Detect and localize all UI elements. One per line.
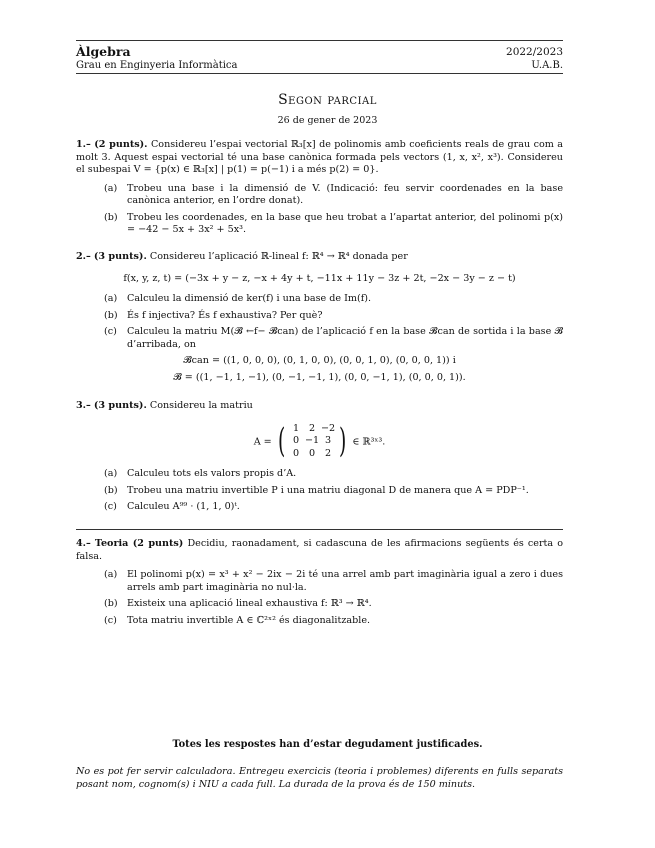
question-1-number: 1.– bbox=[76, 139, 91, 150]
question-2b bbox=[76, 310, 563, 323]
matrix-lhs: A = bbox=[253, 435, 272, 447]
question-4c bbox=[76, 615, 563, 628]
question-2c-label: (c) bbox=[104, 326, 117, 337]
question-2-statement bbox=[76, 251, 563, 264]
question-2-formula: f(x, y, z, t) = (−3x + y − z, −x + 4y + t, −11x + 11y − 3z + 2t, −2x − 3y − z − t) bbox=[123, 272, 516, 284]
question-2c-basis-b: 𝓑 = ((1, −1, 1, −1), (0, −1, −1, 1), (0, 0, −1, 1), (0, 0, 0, 1)). bbox=[173, 371, 466, 383]
course-title: Àlgebra bbox=[76, 44, 131, 59]
question-1-statement bbox=[76, 139, 563, 177]
question-2a-label: (a) bbox=[104, 293, 118, 304]
question-1a-text: Trobeu una base i la dimensió de V. (Indicació: feu servir coordenades en la base canònica anterior, en l’ordre donat). bbox=[127, 182, 563, 206]
question-4 bbox=[76, 538, 563, 627]
question-1b-text: Trobeu les coordenades, en la base que heu trobat a l’apartat anterior, del polinomi p(x) = −42 − 5x + 3x² + 5x³. bbox=[127, 211, 563, 235]
question-1b-label: (b) bbox=[104, 211, 118, 223]
question-3-number: 3.– bbox=[76, 400, 91, 411]
matrix-entry: 1 bbox=[292, 422, 300, 434]
question-3a bbox=[76, 468, 563, 481]
question-3b-label: (b) bbox=[104, 484, 118, 496]
left-paren: ( bbox=[277, 421, 286, 462]
degree-name: Grau en Enginyeria Informàtica bbox=[76, 60, 238, 71]
question-4a-label: (a) bbox=[104, 569, 118, 580]
question-1a-label: (a) bbox=[104, 182, 118, 194]
question-4-points: Teoria (2 punts) bbox=[94, 538, 184, 549]
matrix-entry: 0 bbox=[308, 447, 316, 459]
question-2-text: Considereu l’aplicació ℝ-lineal f: ℝ⁴ → ℝ⁴ donada per bbox=[149, 251, 408, 262]
question-2a bbox=[76, 293, 563, 306]
question-3c-text: Calculeu A⁹⁹ · (1, 1, 0)ᵗ. bbox=[127, 501, 240, 512]
academic-year: 2022/2023 bbox=[506, 46, 563, 58]
question-3b-text: Trobeu una matriu invertible P i una matriu diagonal D de manera que A = PDP⁻¹. bbox=[127, 484, 529, 496]
matrix-entries bbox=[288, 423, 336, 461]
question-4b-label: (b) bbox=[104, 598, 118, 609]
question-4c-text: Tota matriu invertible A ∈ ℂ²ˣ² és diagonalitzable. bbox=[127, 614, 371, 626]
question-4b-text: Existeix una aplicació lineal exhaustiva f: ℝ³ → ℝ⁴. bbox=[127, 598, 372, 609]
question-4c-label: (c) bbox=[104, 614, 117, 626]
question-1a bbox=[76, 183, 563, 208]
exam-title: Segon parcial bbox=[278, 92, 377, 108]
matrix-entry: 0 bbox=[292, 447, 300, 459]
justification-notice: Totes les respostes han d’estar degudament justificades. bbox=[172, 739, 483, 750]
header-bottom-rule bbox=[76, 73, 563, 74]
matrix-entry: −2 bbox=[320, 422, 336, 434]
question-3c-label: (c) bbox=[104, 501, 117, 512]
question-2-points: (3 punts). bbox=[93, 251, 147, 262]
question-3-text: Considereu la matriu bbox=[149, 400, 253, 411]
header-right bbox=[506, 45, 563, 72]
header-left bbox=[76, 45, 237, 72]
matrix-entry: −1 bbox=[304, 435, 320, 446]
matrix-rhs: ∈ ℝ³ˣ³. bbox=[352, 435, 386, 447]
university-name: U.A.B. bbox=[531, 60, 563, 71]
header-top-rule bbox=[76, 40, 563, 41]
exam-date: 26 de gener de 2023 bbox=[277, 115, 378, 126]
question-4a bbox=[76, 569, 563, 594]
question-3-matrix-equation bbox=[76, 423, 563, 461]
question-2a-text: Calculeu la dimensió de ker(f) i una base de Im(f). bbox=[127, 293, 372, 304]
matrix-entry: 0 bbox=[292, 435, 300, 446]
question-1-text: Considereu l’espai vectorial ℝ₃[x] de polinomis amb coeficients reals de grau com a molt 3. Aquest espai vectorial té una base canònica formada pels vectors (1, x, x², x³). Considereu el subespai V = {p(x) ∈ ℝ₃[x] | p(1) = p(−1) i a més p(2) = 0}. bbox=[76, 139, 563, 175]
question-3a-text: Calculeu tots els valors propis d’A. bbox=[127, 468, 297, 479]
matrix-entry: 2 bbox=[308, 422, 316, 434]
question-2c-basis-can: 𝓑can = ((1, 0, 0, 0), (0, 1, 0, 0), (0, 0, 1, 0), (0, 0, 0, 1)) i bbox=[183, 355, 456, 366]
question-3b bbox=[76, 485, 563, 498]
question-4-statement bbox=[76, 538, 563, 563]
question-3 bbox=[76, 400, 563, 514]
question-4b bbox=[76, 598, 563, 611]
right-paren: ) bbox=[339, 421, 347, 462]
question-3a-label: (a) bbox=[104, 468, 118, 479]
question-2b-label: (b) bbox=[104, 309, 118, 321]
question-1b bbox=[76, 212, 563, 237]
question-2-number: 2.– bbox=[76, 251, 91, 262]
question-3-points: (3 punts). bbox=[93, 400, 147, 411]
question-3-statement bbox=[76, 400, 563, 413]
theory-separator-rule bbox=[76, 529, 563, 530]
question-2c bbox=[76, 326, 563, 351]
exam-instructions: No es pot fer servir calculadora. Entregeu exercicis (teoria i problemes) diferents en fulls separats posant nom, cognom(s) i NIU a cada full. La durada de la prova és de 150 minuts. bbox=[76, 766, 563, 790]
question-4-text: Decidiu, raonadament, si cadascuna de les afirmacions següents és certa o falsa. bbox=[76, 538, 563, 562]
question-1 bbox=[76, 139, 563, 237]
question-2 bbox=[76, 251, 563, 386]
matrix-entry: 2 bbox=[324, 447, 332, 459]
question-3c bbox=[76, 501, 563, 514]
matrix-A bbox=[275, 423, 350, 461]
question-4-number: 4.– bbox=[76, 538, 91, 549]
matrix-entry: 3 bbox=[324, 435, 332, 446]
question-2b-text: És f injectiva? És f exhaustiva? Per què? bbox=[127, 309, 323, 321]
question-4a-text: El polinomi p(x) = x³ + x² − 2ix − 2i té una arrel amb part imaginària igual a zero i dues arrels amb part imaginària no nul·la. bbox=[127, 569, 563, 593]
question-1-points: (2 punts). bbox=[94, 139, 148, 150]
question-2c-text: Calculeu la matriu M(𝓑 ←f− 𝓑can) de l’aplicació f en la base 𝓑can de sortida i la base 𝓑 d’arribada, on bbox=[127, 326, 563, 350]
